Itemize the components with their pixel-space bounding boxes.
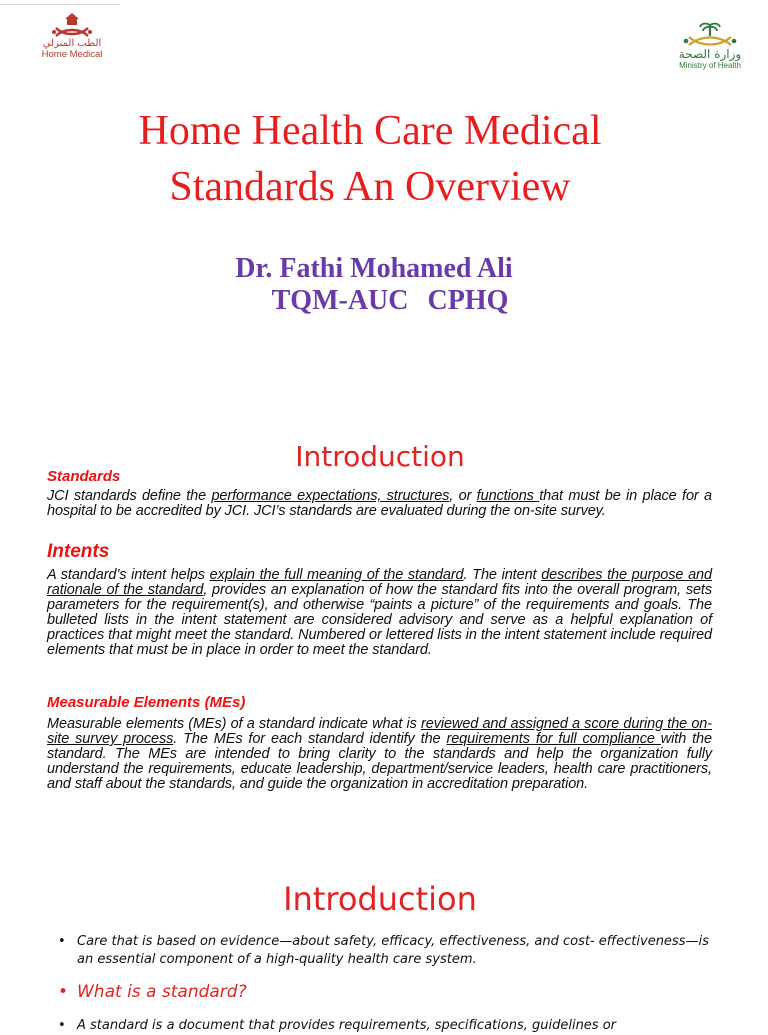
- intents-underline-1: explain the full meaning of the standard: [209, 567, 464, 583]
- title-slide: [0, 0, 768, 425]
- bullet-list: [58, 933, 718, 1035]
- me-text-1: Measurable elements (MEs) of a standard indicate what is: [47, 716, 422, 732]
- standards-heading: Standards: [47, 468, 121, 485]
- logo-left-arabic: الطب المنزلي: [42, 38, 102, 49]
- standards-text-1: JCI standards define the: [47, 488, 212, 504]
- introduction-slide-definitions: [0, 425, 768, 855]
- bullet-icon: •: [58, 1018, 66, 1033]
- me-text-2: . The MEs for each standard identify the: [173, 731, 447, 747]
- author-block: [0, 253, 768, 317]
- logo-left-english: Home Medical: [41, 49, 103, 60]
- bullet-text: A standard is a document that provides requirements, specifications, guidelines or: [77, 1018, 617, 1033]
- bullet-text: What is a standard?: [77, 982, 247, 1002]
- bullet-text: Care that is based on evidence—about safety, efficacy, effectiveness, and cost- effectiveness—is an essential component of a high-quality health care system.: [77, 934, 709, 967]
- me-text-3: with the standard. The MEs are intended to bring clarity to the standards and help the organization fully understand the requirements, educate leadership, department/service leaders, health care practitioners, and staff about the standards, and guide the organization in accreditation preparation.: [47, 731, 712, 792]
- list-item: [58, 933, 718, 969]
- intents-text-3: , provides an explanation of how the standard fits into the overall program, sets parameters for the requirement(s), and otherwise “paints a picture” of the requirements and goals. The bulleted lists in the intent statement are considered advisory and serve as a helpful explanation of practices that might meet the standard. Numbered or lettered lists in the intent statement include required elements that must be in place in order to meet the standard.: [47, 582, 713, 658]
- intents-text-2: . The intent: [463, 567, 542, 583]
- top-divider: [0, 4, 120, 5]
- intents-paragraph: [47, 568, 712, 658]
- bullet-icon: •: [58, 982, 69, 1002]
- slide-title: Introduction: [283, 880, 477, 918]
- title-line-1: Home Health Care Medical: [138, 108, 602, 154]
- introduction-slide-evidence: [0, 855, 768, 1033]
- palm-swords-emblem-icon: [681, 20, 739, 50]
- standards-underline-1: performance expectations, structures: [211, 488, 450, 504]
- logo-right-arabic: وزارة الصحة: [678, 47, 742, 61]
- slide-title: Introduction: [295, 440, 465, 473]
- home-medical-emblem-icon: [48, 10, 96, 40]
- list-item: [58, 1017, 718, 1035]
- standards-text-2: , or: [449, 488, 477, 504]
- title-line-2: Standards An Overview: [169, 164, 571, 210]
- me-underline-2: requirements for full compliance: [446, 731, 661, 747]
- list-item: [58, 981, 718, 1003]
- standards-text-3: that must be in place for a hospital to be accredited by JCI. JCI’s standards are evaluated during the on-site survey.: [47, 488, 712, 519]
- standards-paragraph: [47, 489, 712, 519]
- author-name: Dr. Fathi Mohamed Ali: [235, 253, 513, 284]
- standards-underline-2: functions: [476, 488, 540, 504]
- presentation-title: [20, 103, 720, 215]
- intents-heading: Intents: [47, 541, 110, 562]
- measurable-elements-heading: Measurable Elements (MEs): [47, 694, 246, 711]
- intents-underline-2: describes the purpose and rationale of the standard: [47, 567, 712, 598]
- author-credentials: TQM-AUC CPHQ: [271, 285, 509, 316]
- home-medical-logo: [22, 10, 122, 66]
- ministry-of-health-logo: [662, 20, 758, 80]
- logo-right-english: Ministry of Health: [679, 61, 741, 70]
- bullet-icon: •: [58, 934, 66, 949]
- measurable-elements-paragraph: [47, 717, 712, 792]
- intents-text-1: A standard’s intent helps: [47, 567, 210, 583]
- me-underline-1: reviewed and assigned a score during the on-site survey process: [47, 716, 712, 747]
